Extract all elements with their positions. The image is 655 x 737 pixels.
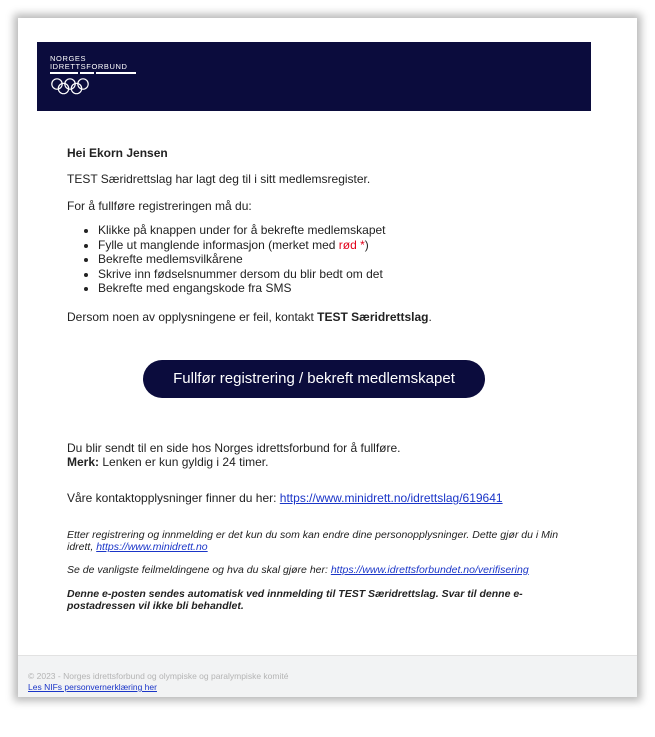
steps-intro: For å fullføre registreringen må du: (67, 199, 252, 213)
cta-container (143, 360, 485, 398)
minidrett-link[interactable]: https://www.minidrett.no (96, 541, 208, 553)
list-item: • Bekrefte medlemsvilkårene (98, 252, 567, 267)
privacy-policy-link[interactable]: Les NIFs personvernerklæring her (28, 682, 157, 692)
greeting: Hei Ekorn Jensen (67, 146, 168, 160)
email-footer (18, 655, 637, 697)
list-item: • Bekrefte med engangskode fra SMS (98, 281, 567, 296)
list-item: • Klikke på knappen under for å bekrefte medlemskapet (98, 223, 567, 238)
validity-note: Merk: Lenken er kun gyldig i 24 timer. (67, 455, 269, 469)
required-marker: rød * (338, 237, 365, 252)
email-body (67, 146, 567, 324)
intro-text: TEST Særidrettslag har lagt deg til i sitt medlemsregister. (67, 172, 371, 186)
redirect-text: Du blir sendt til en side hos Norges idrettsforbund for å fullføre. (67, 441, 401, 455)
olympic-rings-icon (50, 77, 90, 95)
email-body-lower (67, 441, 567, 622)
email-header (37, 42, 591, 111)
email-frame (18, 18, 637, 697)
club-contact-link[interactable]: https://www.minidrett.no/idrettslag/619641 (279, 491, 503, 505)
logo-text-line2: IDRETTSFORBUND (50, 62, 128, 71)
logo-text-line1: NORGES (50, 54, 87, 63)
contact-info: Våre kontaktopplysninger finner du her: https://www.minidrett.no/idrettslag/619641 (67, 491, 503, 505)
list-item: • Fylle ut manglende informasjon (merket med rød *) (98, 238, 567, 253)
complete-registration-button[interactable]: Fullfør registrering / bekreft medlemskapet (143, 360, 485, 398)
logo-bars (50, 72, 136, 75)
error-help-text: Se de vanligste feilmeldingene og hva du skal gjøre her: https://www.idrettsforbundet.no/verifisering (67, 563, 529, 576)
auto-email-notice: Denne e-posten sendes automatisk ved innmelding til TEST Særidrettslag. Svar til denne e-postadressen vil ikke bli behandlet. (67, 587, 523, 612)
note-label: Merk: (67, 455, 100, 469)
nif-logo (50, 55, 136, 100)
footer-copyright: © 2023 - Norges idrettsforbund og olympiske og paralympiske komité (28, 671, 289, 681)
org-name: TEST Særidrettslag (317, 309, 429, 324)
error-contact-text: Dersom noen av opplysningene er feil, kontakt TEST Særidrettslag. (67, 309, 432, 324)
verification-help-link[interactable]: https://www.idrettsforbundet.no/verifisering (330, 563, 529, 576)
list-item: • Skrive inn fødselsnummer dersom du blir bedt om det (98, 267, 567, 282)
steps-list (67, 223, 567, 296)
after-registration-text: Etter registrering og innmelding er det kun du som kan endre dine personopplysninger. Dette gjør du i Min idrett, https://www.minidrett.no (67, 529, 559, 553)
